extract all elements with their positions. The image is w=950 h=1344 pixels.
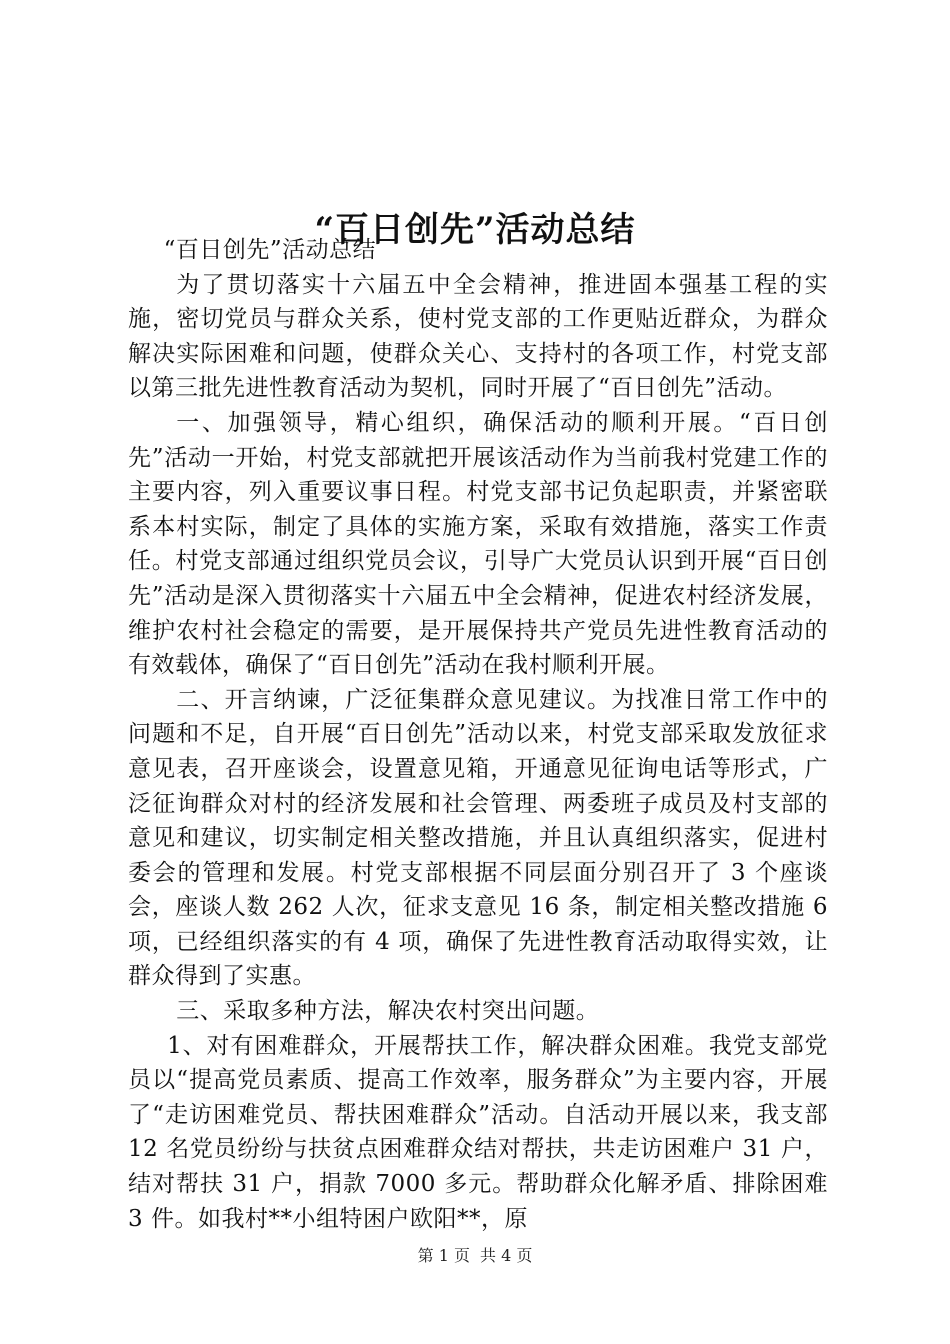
- document-subtitle: “百日创先”活动总结: [163, 237, 377, 263]
- page-footer: [0, 1244, 950, 1268]
- page-number: 第 1 页: [417, 1246, 470, 1265]
- document-title: “百日创先”活动总结: [314, 209, 636, 250]
- page-total: 共 4 页: [480, 1246, 533, 1265]
- document-body: [128, 233, 828, 1236]
- paragraph-intro: 为了贯切落实十六届五中全会精神，推进固本强基工程的实施，密切党员与群众关系，使村党支部的工作更贴近群众，为群众解决实际困难和问题，使群众关心、支持村的各项工作，村党支部以第三批先进性教育活动为契机，同时开展了“百日创先”活动。: [128, 271, 828, 402]
- paragraph-section-3-heading: 三、采取多种方法，解决农村突出问题。: [176, 998, 600, 1025]
- paragraph-section-1: 一、加强领导，精心组织，确保活动的顺利开展。“百日创先”活动一开始，村党支部就把开展该活动作为当前我村党建工作的主要内容，列入重要议事日程。村党支部书记负起职责，并紧密联系本村实际，制定了具体的实施方案，采取有效措施，落实工作责任。村党支部通过组织党员会议，引导广大党员认识到开展“百日创先”活动是深入贯彻落实十六届五中全会精神，促进农村经济发展，维护农村社会稳定的需要，是开展保持共产党员先进性教育活动的有效载体，确保了“百日创先”活动在我村顺利开展。: [128, 409, 828, 679]
- paragraph-section-2: 二、开言纳谏，广泛征集群众意见建议。为找准日常工作中的问题和不足，自开展“百日创先”活动以来，村党支部采取发放征求意见表，召开座谈会，设置意见箱，开通意见征询电话等形式，广泛征询群众对村的经济发展和社会管理、两委班子成员及村支部的意见和建议，切实制定相关整改措施，并且认真组织落实，促进村委会的管理和发展。村党支部根据不同层面分别召开了 3 个座谈会，座谈人数 262 人次，征求支意见 16 条，制定相关整改措施 6 项，已经组织落实的有 4 项，确保了先进性教育活动取得实效，让群众得到了实惠。: [128, 686, 828, 990]
- paragraph-item-1: 1、对有困难群众，开展帮扶工作，解决群众困难。我党支部党员以“提高党员素质、提高工作效率，服务群众”为主要内容，开展了“走访困难党员、帮扶困难群众”活动。自活动开展以来，我支部 12 名党员纷纷与扶贫点困难群众结对帮扶，共走访困难户 31 户，结对帮扶 31 户，捐款 7000 多元。帮助群众化解矛盾、排除困难 3 件。如我村**小组特困户欧阳**，原: [128, 1032, 828, 1232]
